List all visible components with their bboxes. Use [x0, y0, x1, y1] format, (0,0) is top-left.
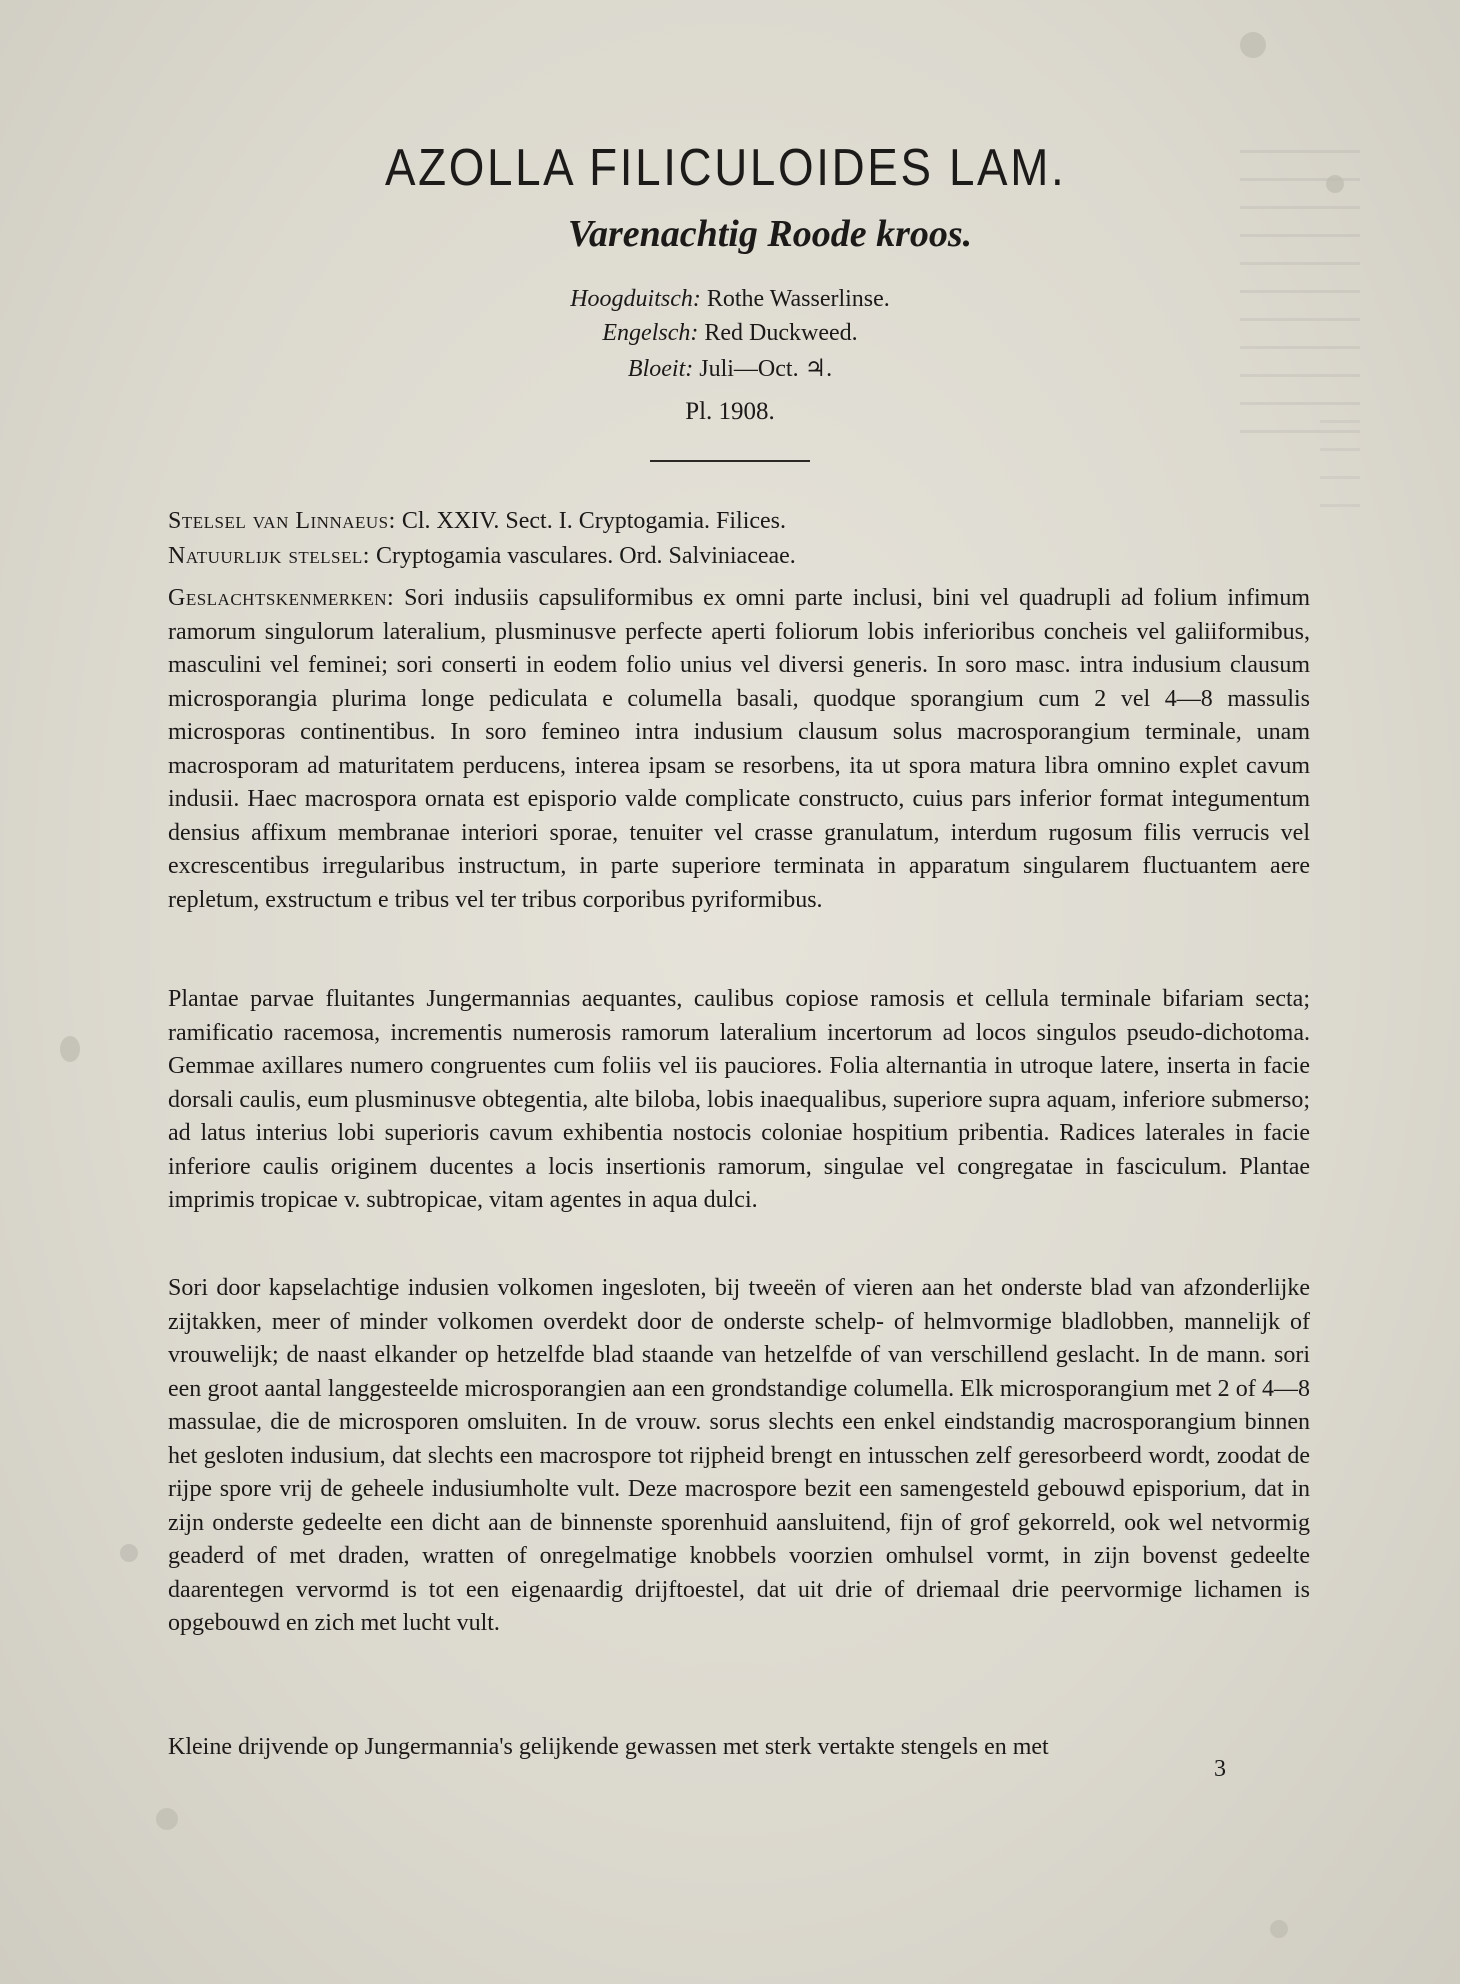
section-label: Geslachtskenmerken:: [168, 585, 395, 611]
species-title: AZOLLA FILICULOIDES LAM.: [385, 139, 1067, 197]
vernacular-label: Bloeit:: [627, 356, 694, 382]
plate-number: Pl. 1908.: [685, 398, 775, 425]
section-value: Cryptogamia vasculares. Ord. Salviniaceae.: [375, 543, 796, 569]
vernacular-line-german: [0, 286, 1460, 313]
paper-spot: [1270, 1920, 1288, 1938]
paper-spot: [1240, 32, 1266, 58]
page-number: 3: [1214, 1756, 1226, 1782]
section-label: Stelsel van Linnaeus:: [168, 508, 396, 534]
bleed-through-text: [1320, 420, 1360, 510]
vernacular-value: Red Duckweed.: [704, 320, 858, 346]
vernacular-line-flowering: [0, 354, 1460, 383]
paper-spot: [120, 1544, 138, 1562]
vernacular-line-english: [0, 320, 1460, 347]
natural-system-line: [168, 540, 1310, 574]
vernacular-label: Hoogduitsch:: [570, 286, 701, 312]
linnaeus-system-line: [168, 505, 1310, 539]
paper-spot: [60, 1036, 80, 1062]
paragraph-text: Sori indusiis capsuliformibus ex omni parte inclusi, bini vel quadrupli ad folium infimum ramorum singulorum lateralium, plusminusve perfecte aperti foliorum lobis inferioribus concheis vel galiiformibus, masculini vel feminei; sori conserti in eodem folio unius vel diversi generis. In soro masc. intra indusium clausum microsporangia plurima longe pediculata e columella basali, quodque sporangium cum 2 vel 4—8 massulis microsporas continentibus. In soro femineo intra indusium clausum solus macrosporangium terminale, unam macrosporam ad maturitatem perducens, interea ipsam se resorbens, ita ut spora matura libra omnino explet cavum indusii. Haec macrospora ornata est episporio valde complicate constructo, cuius pars inferior format integumentum densius affixum membranae interiori sporae, tenuiter vel crasse granulatum, interdum rugosum filis verrucis vel excrescentibus irregularibus instructum, in parte superiore terminata in apparatum singularem fluctuantem aere repletum, exstructum e tribus vel ter tribus corporibus pyriformibus.: [168, 585, 1311, 913]
paper-spot: [156, 1808, 178, 1830]
latin-genus-paragraph: [168, 582, 1310, 917]
latin-plant-paragraph: Plantae parvae fluitantes Jungermannias aequantes, caulibus copiose ramosis et cellula terminale bifariam secta; ramificatio racemosa, incrementis numerosis ramorum lateralium incertorum ad locos singulos pseudo-dichotoma. Gemmae axillares numero congruentes cum foliis vel iis pauciores. Folia alternantia in utroque latere, inserta in facie dorsali caulis, eum plusminusve obtegentia, alte biloba, lobis inaequalibus, superiore supra aquam, inferiore submerso; ad latus interius lobi superioris cavum exhibentia nostocis coloniae hospitium pribentia. Radices laterales in facie inferiore caulis originem ducentes a locis insertionis ramorum, singulae vel congregatae in fasciculum. Plantae imprimis tropicae v. subtropicae, vitam agentes in aqua dulci.: [168, 986, 1310, 1213]
section-value: Cl. XXIV. Sect. I. Cryptogamia. Filices.: [401, 508, 786, 534]
dutch-genus-paragraph: Sori door kapselachtige indusien volkomen ingesloten, bij tweeën of vieren aan het onderste blad van afzonderlijke zijtakken, meer of minder volkomen overdekt door de onderste schelp- of helmvormige bladlobben, mannelijk of vrouwelijk; de naast elkander op hetzelfde blad staande van hetzelfde of van verschillend geslacht. In de mann. sori een groot aantal langgesteelde microsporangien aan een grondstandige columella. Elk microsporangium met 2 of 4—8 massulae, die de microsporen omsluiten. In de vrouw. sorus slechts een enkel eindstandig macrosporangium binnen het gesloten indusium, dat slechts een macrospore tot rijpheid brengt en intusschen zelf geresorbeerd wordt, zoodat de rijpe spore vrij de geheele indusiumholte vult. Deze macrospore bezit een samengesteld gebouwd episporium, dat in zijn onderste gedeelte een dicht aan de binnenste sporenhuid aansluitend, fijn of grof gekorreld, ook wel netvormig geaderd of met draden, wratten of onregelmatige knobbels voorzien omhulsel vormt, in zijn bovenst gedeelte daarentegen vervormd is tot een eigenaardig drijftoestel, dat uit drie of driemaal drie peervormige lichamen is opgebouwd en zich met lucht vult.: [168, 1275, 1310, 1636]
dutch-plant-paragraph: Kleine drijvende op Jungermannia's gelijkende gewassen met sterk vertakte stengels en met: [168, 1734, 1049, 1760]
vernacular-label: Engelsch:: [602, 320, 699, 346]
divider-rule: [650, 460, 810, 462]
vernacular-value: Juli—Oct. ♃.: [699, 356, 833, 382]
paper-spot: [1326, 175, 1344, 193]
dutch-common-name: Varenachtig Roode kroos.: [567, 213, 973, 255]
section-label: Natuurlijk stelsel:: [168, 543, 370, 569]
vernacular-value: Rothe Wasserlinse.: [706, 286, 890, 312]
